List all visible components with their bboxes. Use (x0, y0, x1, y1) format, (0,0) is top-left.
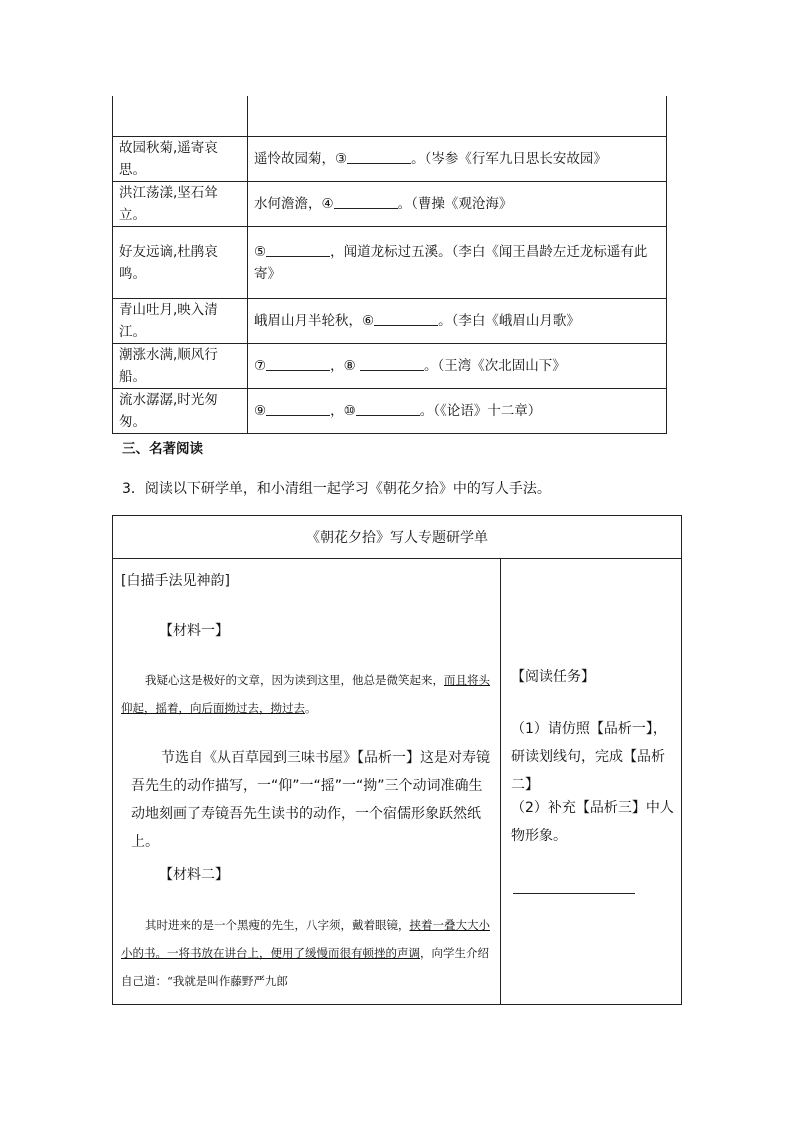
theme-cell: 流水潺潺,时光匆匆。 (113, 389, 248, 434)
underlined-sentence: 挟着一叠大大小小的书。一将书放在讲台上，便用了缓慢而很有顿挫的声调 (121, 918, 490, 960)
table-row (113, 96, 667, 137)
task1: （1）请仿照【品析一】，研读划线句，完成【品析二】 (511, 721, 667, 793)
underlined-sentence: 而且将头仰起，摇着，向后面拗过去，拗过去 (121, 673, 490, 715)
poem-cell: ⑦ ，⑧ 。（王湾《次北固山下》 (248, 344, 667, 389)
table-row (113, 389, 667, 434)
section-heading: 三、名著阅读 (122, 441, 203, 457)
poem-cell: 遥怜故园菊，③ 。（岑参《行军九日思长安故园》 (248, 137, 667, 182)
fill-blank[interactable] (360, 356, 424, 371)
subtitle: [白描手法见神韵] (121, 573, 230, 589)
table-row (113, 182, 667, 227)
fill-blank[interactable] (334, 194, 398, 209)
task2: （2）补充【品析三】中人物形象。 (511, 800, 674, 844)
poem-cell: 水何澹澹，④ 。（曹操《观沧海》 (248, 182, 667, 227)
analysis1: 节选自《从百草园到三味书屋》【品析一】这是对寿镜吾先生的动作描写，一“仰”一“摇”一“拗”三个动词准确生动地刻画了寿镜吾先生读书的动作，一个宿儒形象跃然纸上。 (131, 750, 490, 850)
table-row (113, 344, 667, 389)
fill-blank[interactable] (374, 311, 438, 326)
poem-cell: ⑤ ，闻道龙标过五溪。（李白《闻王昌龄左迁龙标遥有此寄》 (248, 227, 667, 299)
poem-table (112, 96, 667, 434)
fill-blank[interactable] (266, 356, 330, 371)
table-row (113, 137, 667, 182)
materials-column (113, 558, 500, 1004)
fill-blank[interactable] (347, 149, 411, 164)
task-title: 【阅读任务】 (511, 669, 595, 685)
material1-quote: 我疑心这是极好的文章，因为读到这里，他总是微笑起来，而且将头仰起，摇着，向后面拗过去，拗过去。 (121, 673, 490, 715)
study-sheet-title: 《朝花夕拾》写人专题研学单 (113, 516, 681, 559)
theme-cell: 洪江荡漾,坚石耸立。 (113, 182, 248, 227)
fill-blank[interactable] (266, 242, 330, 257)
theme-cell: 潮涨水满,顺风行船。 (113, 344, 248, 389)
table-row (113, 227, 667, 299)
table-row (113, 299, 667, 344)
poem-cell: ⑨ ，⑩ 。（《论语》十二章） (248, 389, 667, 434)
study-sheet-table (112, 515, 682, 1005)
theme-cell: 好友远谪,杜鹃哀鸣。 (113, 227, 248, 299)
fill-blank[interactable] (266, 401, 330, 416)
theme-cell (113, 96, 248, 137)
poem-cell (248, 96, 667, 137)
theme-cell: 青山吐月,映入清江。 (113, 299, 248, 344)
answer-line[interactable] (513, 893, 635, 894)
poem-cell: 峨眉山月半轮秋，⑥ 。（李白《峨眉山月歌》 (248, 299, 667, 344)
tasks-column (501, 558, 681, 1004)
fill-blank[interactable] (356, 401, 420, 416)
material2-quote: 其时进来的是一个黑瘦的先生，八字须，戴着眼镜，挟着一叠大大小小的书。一将书放在讲台上，便用了缓慢而很有顿挫的声调，向学生介绍自己道：“我就是叫作藤野严九郎 (121, 918, 490, 988)
material2-title: 【材料二】 (159, 867, 229, 883)
theme-cell: 故园秋菊,遥寄哀思。 (113, 137, 248, 182)
material1-title: 【材料一】 (159, 623, 229, 639)
question-text: 3．阅读以下研学单，和小清组一起学习《朝花夕拾》中的写人手法。 (122, 481, 551, 497)
